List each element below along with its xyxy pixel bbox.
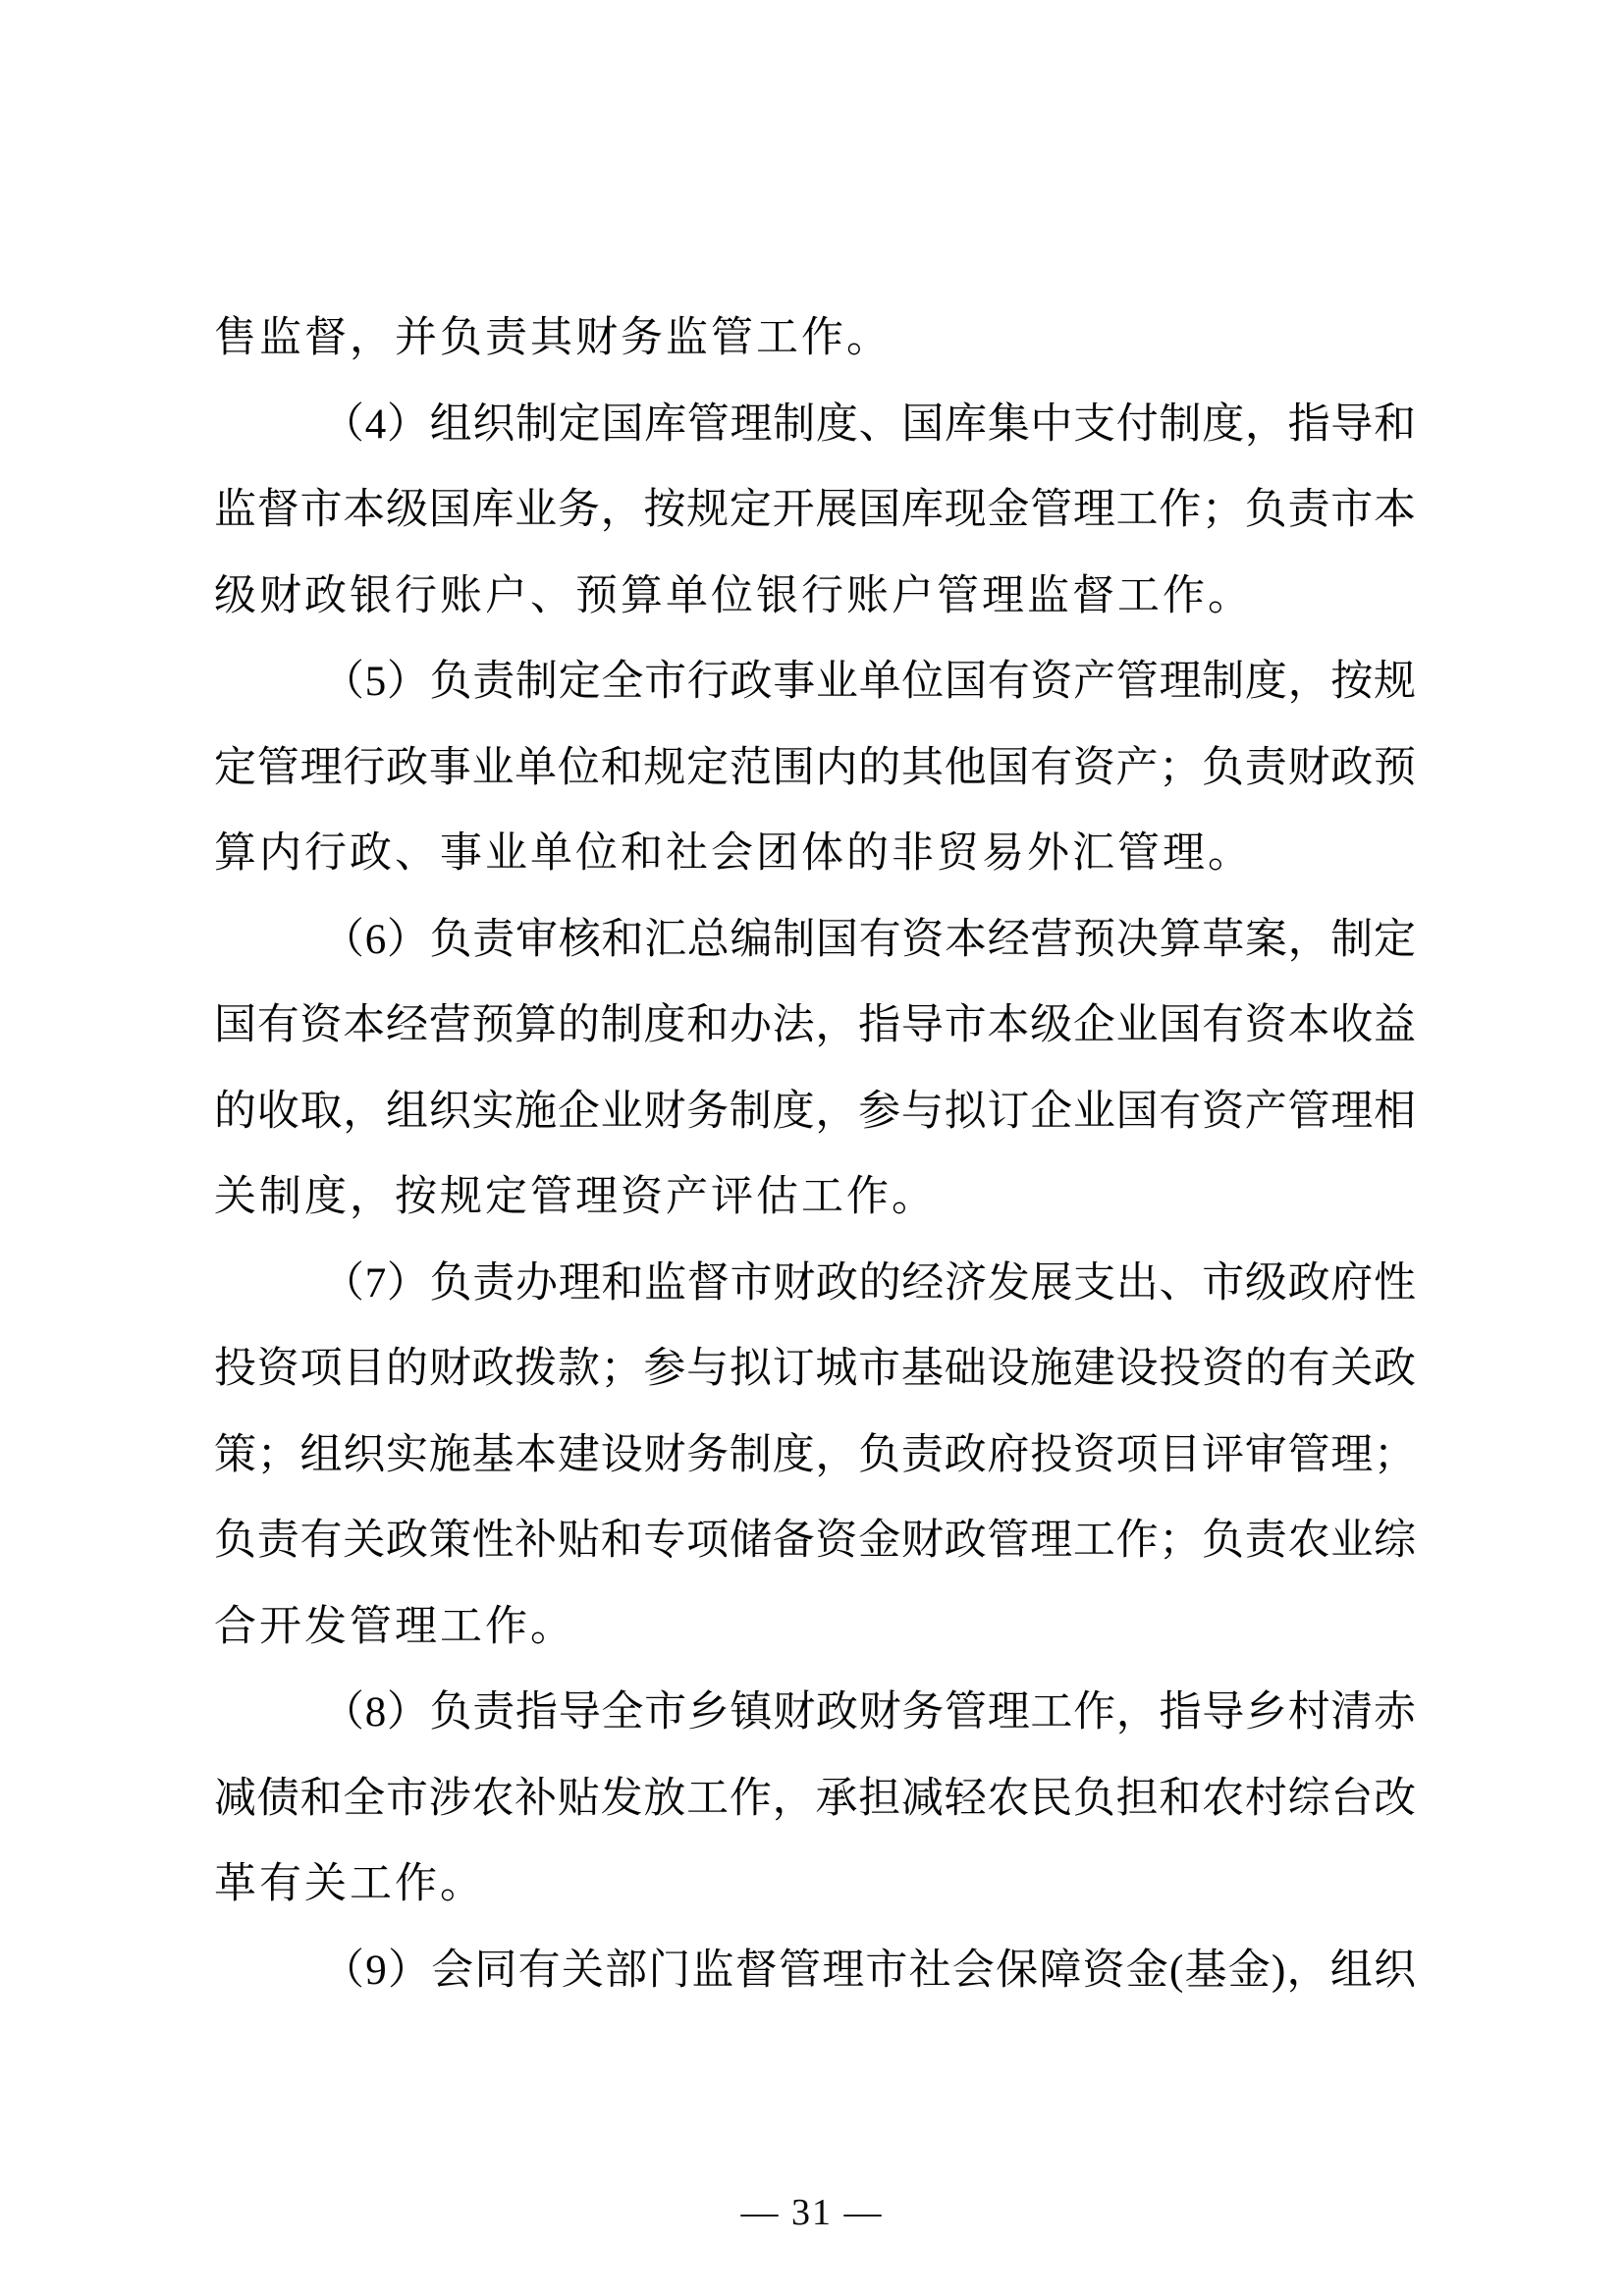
- text-line: 监督市本级国库业务，按规定开展国库现金管理工作；负责市本: [214, 487, 1416, 533]
- text-line: 算内行政、事业单位和社会团体的非贸易外汇管理。: [214, 830, 1253, 877]
- text-line: （8）负责指导全市乡镇财政财务管理工作，指导乡村清赤: [322, 1689, 1416, 1735]
- document-body: [214, 295, 1416, 2013]
- page-number: — 31 —: [740, 2192, 884, 2233]
- text-line: 合开发管理工作。: [214, 1603, 575, 1650]
- text-line: 革有关工作。: [214, 1861, 485, 1907]
- page-footer: [0, 2191, 1624, 2234]
- text-line: 负责有关政策性补贴和专项储备资金财政管理工作；负责农业综: [214, 1518, 1416, 1564]
- text-line: （6）负责审核和汇总编制国有资本经营预决算草案，制定: [322, 916, 1416, 963]
- text-line: （7）负责办理和监督市财政的经济发展支出、市级政府性: [322, 1259, 1416, 1307]
- text-line: 的收取，组织实施企业财务制度，参与拟订企业国有资产管理相: [214, 1088, 1416, 1135]
- text-line: （9）会同有关部门监督管理市社会保障资金(基金)，组织: [322, 1947, 1416, 1994]
- text-line: 级财政银行账户、预算单位银行账户管理监督工作。: [214, 572, 1253, 619]
- text-line: 售监督，并负责其财务监管工作。: [214, 315, 892, 361]
- text-line: （5）负责制定全市行政事业单位国有资产管理制度，按规: [322, 659, 1416, 705]
- text-line: 定管理行政事业单位和规定范围内的其他国有资产；负责财政预: [214, 744, 1416, 791]
- text-line: （4）组织制定国库管理制度、国库集中支付制度，指导和: [322, 400, 1416, 448]
- text-line: 关制度，按规定管理资产评估工作。: [214, 1174, 937, 1220]
- text-line: 投资项目的财政拨款；参与拟订城市基础设施建设投资的有关政: [214, 1346, 1416, 1392]
- text-line: 国有资本经营预算的制度和办法，指导市本级企业国有资本收益: [214, 1002, 1416, 1048]
- text-line: 减债和全市涉农补贴发放工作，承担减轻农民负担和农村综台改: [214, 1775, 1416, 1822]
- text-line: 策；组织实施基本建设财务制度，负责政府投资项目评审管理；: [214, 1431, 1416, 1478]
